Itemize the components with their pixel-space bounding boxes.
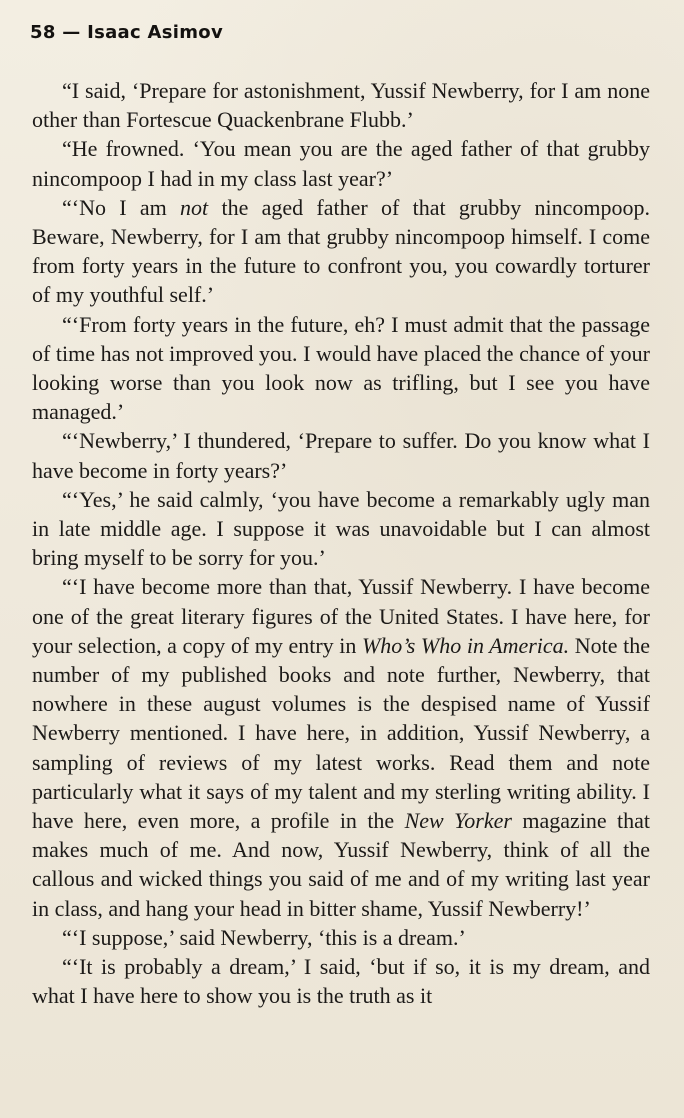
paragraph xyxy=(32,572,650,922)
emphasis-text: not xyxy=(180,194,209,220)
paragraph-text: “‘I suppose,’ said Newberry, ‘this is a dream.’ xyxy=(62,924,466,950)
paragraph-text: “I said, ‘Prepare for astonishment, Yussif Newberry, for I am none other than Fortescue Quackenbrane Flubb.’ xyxy=(32,78,650,133)
paragraph-text: the aged father of that grubby nincompoop. Beware, Newberry, for I am that grubby nincompoop himself. I come from forty years in the future to confront you, you cowardly torturer of my youthful self.’ xyxy=(32,194,650,308)
paragraph xyxy=(32,193,650,310)
paragraph xyxy=(32,952,650,1010)
paragraph xyxy=(32,923,650,952)
paragraph xyxy=(32,485,650,573)
paragraph xyxy=(32,426,650,484)
paragraph-text: “‘Newberry,’ I thundered, ‘Prepare to suffer. Do you know what I have become in forty years?’ xyxy=(32,428,650,483)
paragraph-text: “He frowned. ‘You mean you are the aged father of that grubby nincompoop I had in my class last year?’ xyxy=(32,136,650,191)
paragraph-text: “‘I have become more than that, Yussif Newberry. I have become one of the great literary figures of the United States. I have here, for your selection, a copy of my entry in xyxy=(32,574,650,658)
running-head: 58 — Isaac Asimov xyxy=(30,22,223,43)
paragraph xyxy=(32,134,650,192)
paragraph-text: “‘From forty years in the future, eh? I must admit that the passage of time has not improved you. I would have placed the chance of your looking worse than you look now as trifling, but I see you have managed.’ xyxy=(32,311,650,425)
paragraph-text: “‘Yes,’ he said calmly, ‘you have become a remarkably ugly man in late middle age. I suppose it was unavoidable but I can almost bring myself to be sorry for you.’ xyxy=(32,486,650,571)
book-title-text: Who’s Who in America. xyxy=(361,632,570,658)
paragraph-text: magazine that makes much of me. And now, Yussif Newberry, think of all the callous and wicked things you said of me and of my writing last year in class, and hang your head in bitter shame, Yussif Newberry!’ xyxy=(32,808,651,921)
paragraph-text: “‘It is probably a dream,’ I said, ‘but if so, it is my dream, and what I have here to show you is the truth as it xyxy=(32,954,650,1009)
paragraph-text: “‘No I am xyxy=(62,194,181,220)
paragraph-text: Note the number of my published books and note further, Newberry, that nowhere in these august volumes is the despised name of Yussif Newberry mentioned. I have here, in addition, Yussif Newberry, a sampling of reviews of my latest works. Read them and note particularly what it says of my talent and my sterling writing ability. I have here, even more, a profile in the xyxy=(32,632,650,834)
body-text xyxy=(32,76,650,1011)
magazine-title-text: New Yorker xyxy=(404,808,512,834)
paragraph xyxy=(32,310,650,427)
paragraph xyxy=(32,76,650,134)
